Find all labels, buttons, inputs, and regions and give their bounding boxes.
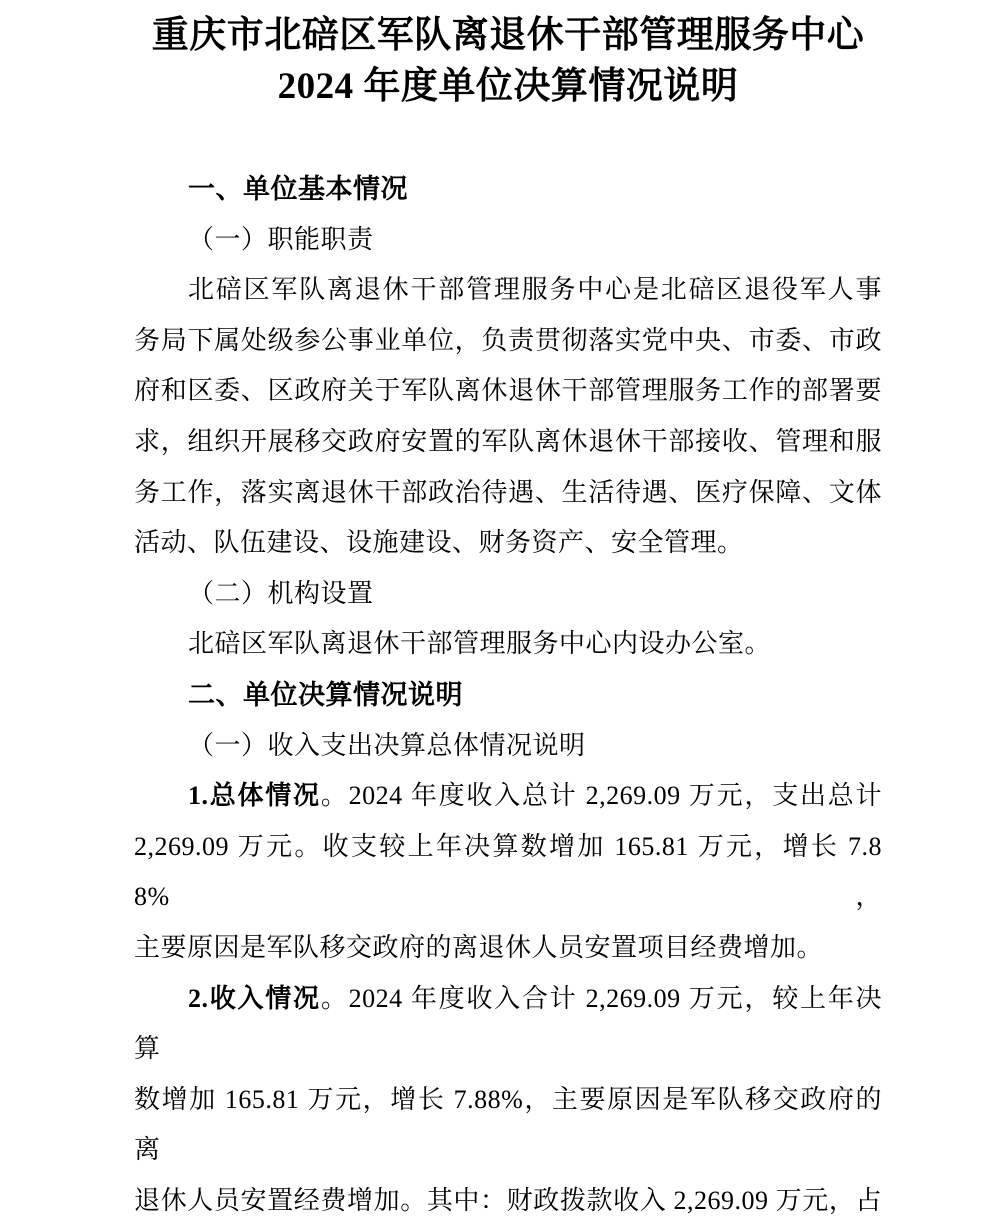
paragraph [134,619,882,670]
bold-run: 1.总体情况 [188,781,321,810]
paragraph [134,265,882,569]
document-title [134,0,882,112]
paragraph-line: 活动、队伍建设、设施建设、财务资产、安全管理。 [134,518,882,569]
paragraph-line: 北碚区军队离退休干部管理服务中心是北碚区退役军人事 [134,265,882,316]
paragraph-line: 2,269.09 万元。收支较上年决算数增加 165.81 万元，增长 7.88%， [134,822,882,923]
bold-run: 2.收入情况 [188,984,321,1013]
document-content [134,164,882,1226]
subsection-heading: （二）机构设置 [134,569,882,620]
subsection-heading: （一）收入支出决算总体情况说明 [134,721,882,772]
subsection-heading: （一）职能职责 [134,215,882,266]
paragraph-line [134,974,882,1075]
paragraph [134,974,882,1226]
paragraph-line: 府和区委、区政府关于军队离休退休干部管理服务工作的部署要 [134,366,882,417]
document-title-line: 2024 年度单位决算情况说明 [134,61,882,112]
document-title-line: 重庆市北碚区军队离退休干部管理服务中心 [134,10,882,61]
paragraph [134,771,882,973]
paragraph-line: 数增加 165.81 万元，增长 7.88%，主要原因是军队移交政府的离 [134,1075,882,1176]
paragraph-line: 北碚区军队离退休干部管理服务中心内设办公室。 [134,619,882,670]
paragraph-line: 主要原因是军队移交政府的离退休人员安置项目经费增加。 [134,923,882,974]
section-heading: 一、单位基本情况 [134,164,882,215]
text-run: 。2024 年度收入总计 2,269.09 万元，支出总计 [321,781,882,810]
paragraph-line: 求，组织开展移交政府安置的军队离休退休干部接收、管理和服 [134,417,882,468]
paragraph-line: 务局下属处级参公事业单位，负责贯彻落实党中央、市委、市政 [134,316,882,367]
section-heading: 二、单位决算情况说明 [134,670,882,721]
paragraph-line: 退休人员安置经费增加。其中：财政拨款收入 2,269.09 万元，占 [134,1176,882,1226]
paragraph-line [134,771,882,822]
paragraph-line: 务工作，落实离退休干部政治待遇、生活待遇、医疗保障、文体 [134,468,882,519]
document [134,0,882,1226]
text-run: 。2024 年度收入合计 2,269.09 万元，较上年决算 [134,984,882,1064]
